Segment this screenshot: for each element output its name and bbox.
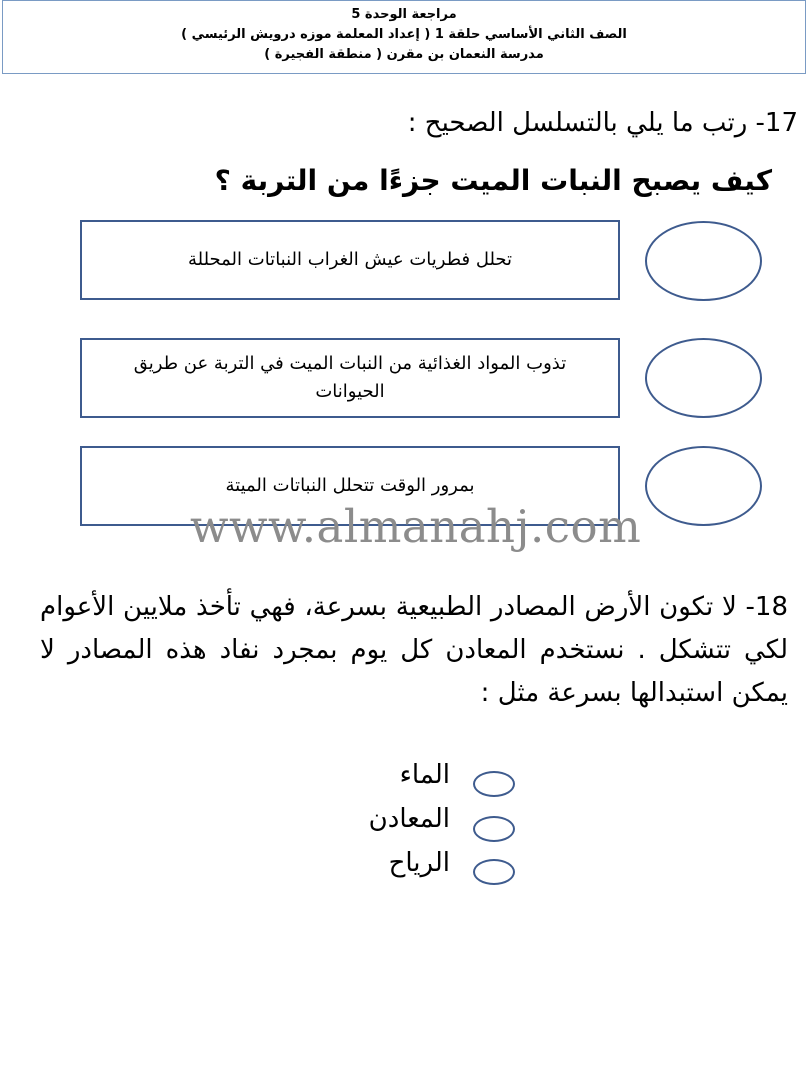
option-label: الماء: [399, 760, 450, 790]
header-school: مدرسة النعمان بن مقرن ( منطقة الفجيرة ): [264, 47, 544, 62]
header-unit-title: مراجعة الوحدة 5: [351, 7, 457, 22]
sequence-answer-oval[interactable]: [645, 446, 762, 526]
sequence-step-box: تحلل فطريات عيش الغراب النباتات المحللة: [80, 220, 620, 300]
site-watermark: www.almanahj.com: [190, 500, 642, 553]
option-radio-oval[interactable]: [473, 859, 515, 885]
answer-option: [369, 804, 450, 834]
option-radio-oval[interactable]: [473, 816, 515, 842]
sequence-answer-oval[interactable]: [645, 338, 762, 418]
option-label: المعادن: [368, 804, 450, 834]
option-radio-oval[interactable]: [473, 771, 515, 797]
option-label: الرياح: [388, 848, 450, 878]
sequence-step-box: تذوب المواد الغذائية من النبات الميت في التربة عن طريق الحيوانات: [80, 338, 620, 418]
sequence-step-box: بمرور الوقت تتحلل النباتات الميتة: [80, 446, 620, 526]
answer-option: [400, 760, 450, 790]
answer-option: [389, 848, 450, 878]
question-17-instruction: 17- رتب ما يلي بالتسلسل الصحيح :: [407, 108, 798, 138]
header-grade-teacher: الصف الثاني الأساسي حلقة 1 ( إعداد المعلمة موزه درويش الرئيسي ): [181, 27, 627, 42]
question-18-text: 18- لا تكون الأرض المصادر الطبيعية بسرعة، فهي تأخذ ملايين الأعوام لكي تتشكل . نستخدم المعادن كل يوم بمجرد نفاد هذه المصادر لا يمكن استبدالها بسرعة مثل :: [40, 592, 788, 708]
worksheet-header: [2, 0, 806, 74]
sequence-answer-oval[interactable]: [645, 221, 762, 301]
question-17-title: كيف يصبح النبات الميت جزءًا من التربة ؟: [214, 164, 772, 197]
